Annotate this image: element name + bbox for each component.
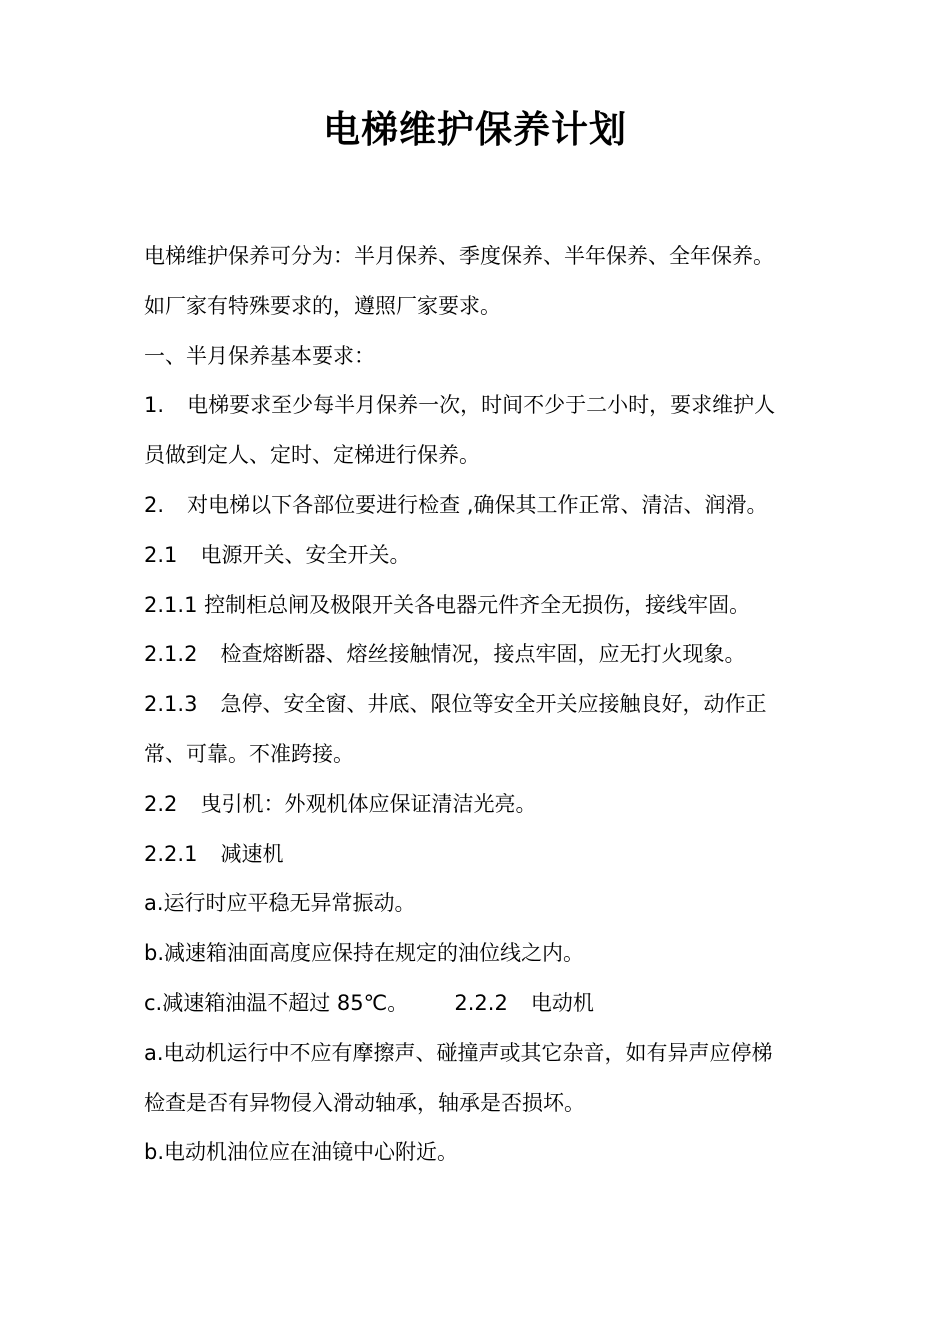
line-text: 如厂家有特殊要求的，遵照厂家要求。 (144, 293, 501, 318)
paragraph-line (144, 282, 824, 332)
line-text: 员做到定人、定时、定梯进行保养。 (144, 443, 480, 468)
item-number: 2.2.1 (144, 841, 198, 866)
numbered-item (144, 381, 824, 431)
paragraph-line (144, 1128, 824, 1178)
paragraph-line (144, 929, 824, 979)
page-title: 电梯维护保养计划 (323, 108, 627, 151)
line-text: b.减速箱油面高度应保持在规定的油位线之内。 (144, 941, 585, 966)
item-number: 2. (144, 492, 165, 517)
line-text: 对电梯以下各部位要进行检查 ,确保其工作正常、清洁、润滑。 (187, 492, 768, 517)
item-number: 2.2 (144, 791, 178, 816)
line-text: 常、可靠。不准跨接。 (144, 741, 354, 766)
item-number: 2.2.2 (454, 990, 508, 1015)
paragraph-line (144, 232, 824, 282)
document-body (144, 232, 824, 1178)
line-text: a.电动机运行中不应有摩擦声、碰撞声或其它杂音，如有异声应停梯 (144, 1040, 773, 1065)
item-number: 1. (144, 393, 165, 418)
line-text: 电动机 (530, 990, 594, 1015)
line-text: 电梯维护保养可分为：半月保养、季度保养、半年保养、全年保养。 (144, 244, 774, 268)
item-number: 2.1.2 (144, 642, 198, 667)
paragraph-line (144, 879, 824, 929)
line-text: 曳引机：外观机体应保证清洁光亮。 (200, 791, 537, 816)
line-text: 急停、安全窗、井底、限位等安全开关应接触良好，动作正 (220, 692, 767, 717)
paragraph-line (144, 1079, 824, 1129)
line-text: 减速机 (220, 841, 284, 866)
item-number: 2.1 (144, 542, 178, 567)
paragraph-line (144, 979, 824, 1029)
line-text: c.减速箱油温不超过 85℃。 (144, 990, 409, 1015)
line-text: 检查熔断器、熔丝接触情况，接点牢固，应无打火现象。 (220, 642, 746, 667)
line-text: 电源开关、安全开关。 (200, 542, 411, 567)
line-text: 检查是否有异物侵入滑动轴承，轴承是否损坏。 (144, 1090, 585, 1115)
line-text: 电梯要求至少每半月保养一次，时间不少于二小时，要求维护人 (187, 393, 776, 418)
paragraph-line (144, 730, 824, 780)
paragraph-line (144, 431, 824, 481)
numbered-item (144, 830, 824, 880)
line-text: 一、半月保养基本要求： (144, 343, 375, 368)
paragraph-line (144, 1029, 824, 1079)
item-number: 2.1.3 (144, 692, 198, 717)
numbered-item (144, 481, 824, 531)
section-heading (144, 332, 824, 382)
numbered-item (144, 531, 824, 581)
line-text: a.运行时应平稳无异常振动。 (144, 891, 416, 916)
line-text: b.电动机油位应在油镜中心附近。 (144, 1140, 459, 1165)
numbered-item (144, 680, 824, 730)
paragraph-line (144, 581, 824, 631)
line-text: 2.1.1 控制柜总闸及极限开关各电器元件齐全无损伤，接线牢固。 (144, 592, 751, 617)
numbered-item (144, 630, 824, 680)
numbered-item (144, 780, 824, 830)
